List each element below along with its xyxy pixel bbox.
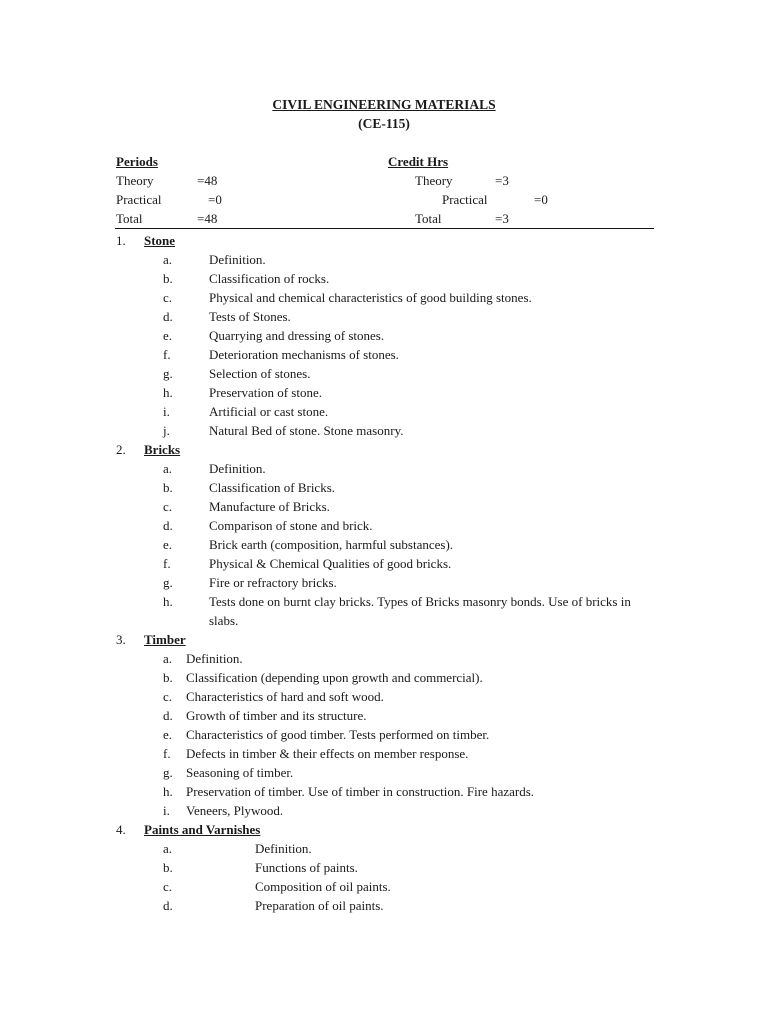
item-letter: d. — [163, 309, 173, 324]
item-letter: a. — [163, 841, 173, 856]
list-item: Defects in timber & their effects on member response. — [186, 746, 469, 761]
item-letter: f. — [163, 556, 171, 571]
periods-practical-label: Practical — [116, 192, 162, 207]
item-letter: c. — [163, 689, 173, 704]
item-letter: h. — [163, 594, 173, 609]
list-item: Brick earth (composition, harmful substances). — [209, 537, 454, 552]
list-item: Comparison of stone and brick. — [209, 518, 373, 533]
list-item: Physical and chemical characteristics of good building stones. — [209, 290, 532, 305]
item-letter: c. — [163, 499, 173, 514]
list-item: Characteristics of hard and soft wood. — [186, 689, 384, 704]
list-item: Selection of stones. — [209, 366, 311, 381]
item-letter: d. — [163, 708, 173, 723]
list-item: Preservation of timber. Use of timber in construction. Fire hazards. — [186, 784, 535, 799]
item-letter: b. — [163, 670, 173, 685]
page-title: CIVIL ENGINEERING MATERIALS — [272, 97, 496, 112]
periods-theory-value: =48 — [197, 173, 218, 188]
item-letter: d. — [163, 518, 173, 533]
item-letter: e. — [163, 537, 173, 552]
item-letter: c. — [163, 290, 173, 305]
section-number: 2. — [116, 442, 126, 457]
list-item: Deterioration mechanisms of stones. — [209, 347, 399, 362]
item-letter: h. — [163, 385, 173, 400]
list-item: Definition. — [209, 461, 266, 476]
section-title-timber: Timber — [144, 632, 186, 647]
list-item: Tests of Stones. — [209, 309, 291, 324]
list-item: Classification (depending upon growth and commercial). — [186, 670, 483, 685]
item-letter: a. — [163, 461, 173, 476]
list-item: Functions of paints. — [255, 860, 358, 875]
item-letter: e. — [163, 727, 173, 742]
list-item: Definition. — [209, 252, 266, 267]
item-letter: b. — [163, 860, 173, 875]
section-number: 4. — [116, 822, 126, 837]
list-item: Physical & Chemical Qualities of good bricks. — [209, 556, 452, 571]
list-item: Quarrying and dressing of stones. — [209, 328, 385, 343]
item-letter: a. — [163, 252, 173, 267]
item-letter: g. — [163, 366, 173, 381]
periods-total-label: Total — [116, 211, 143, 226]
credit-theory-label: Theory — [415, 173, 453, 188]
list-item: Composition of oil paints. — [255, 879, 391, 894]
list-item: Preparation of oil paints. — [255, 898, 384, 913]
list-item: Definition. — [255, 841, 312, 856]
list-item: Fire or refractory bricks. — [209, 575, 337, 590]
periods-practical-value: =0 — [208, 192, 222, 207]
list-item: Classification of rocks. — [209, 271, 330, 286]
item-letter: a. — [163, 651, 173, 666]
course-code: (CE-115) — [358, 116, 410, 131]
item-letter: e. — [163, 328, 173, 343]
item-letter: b. — [163, 271, 173, 286]
item-letter: g. — [163, 765, 173, 780]
list-item: Classification of Bricks. — [209, 480, 336, 495]
item-letter: c. — [163, 879, 173, 894]
periods-heading: Periods — [116, 154, 158, 169]
section-title-stone: Stone — [144, 233, 176, 248]
list-item: Seasoning of timber. — [186, 765, 294, 780]
credit-total-value: =3 — [495, 211, 509, 226]
list-item: Growth of timber and its structure. — [186, 708, 367, 723]
periods-total-value: =48 — [197, 211, 218, 226]
list-item: Preservation of stone. — [209, 385, 323, 400]
item-letter: i. — [163, 404, 170, 419]
item-letter: d. — [163, 898, 173, 913]
list-item: Veneers, Plywood. — [186, 803, 284, 818]
list-item: Tests done on burnt clay bricks. Types of Bricks masonry bonds. Use of bricks in slabs. — [209, 594, 631, 628]
credit-practical-label: Practical — [442, 192, 488, 207]
item-letter: f. — [163, 347, 171, 362]
credit-total-label: Total — [415, 211, 442, 226]
credit-hours-heading: Credit Hrs — [388, 154, 449, 169]
item-letter: h. — [163, 784, 173, 799]
credit-theory-value: =3 — [495, 173, 509, 188]
periods-theory-label: Theory — [116, 173, 154, 188]
list-item: Characteristics of good timber. Tests performed on timber. — [186, 727, 490, 742]
header-divider — [115, 228, 654, 229]
credit-practical-value: =0 — [534, 192, 548, 207]
section-number: 3. — [116, 632, 126, 647]
item-letter: f. — [163, 746, 171, 761]
item-letter: b. — [163, 480, 173, 495]
item-letter: i. — [163, 803, 170, 818]
list-item: Natural Bed of stone. Stone masonry. — [209, 423, 404, 438]
list-item: Artificial or cast stone. — [209, 404, 329, 419]
list-item: Definition. — [186, 651, 243, 666]
list-item: Manufacture of Bricks. — [209, 499, 330, 514]
section-number: 1. — [116, 233, 126, 248]
item-letter: g. — [163, 575, 173, 590]
section-title-bricks: Bricks — [144, 442, 181, 457]
section-title-paints: Paints and Varnishes — [144, 822, 261, 837]
item-letter: j. — [163, 423, 170, 438]
